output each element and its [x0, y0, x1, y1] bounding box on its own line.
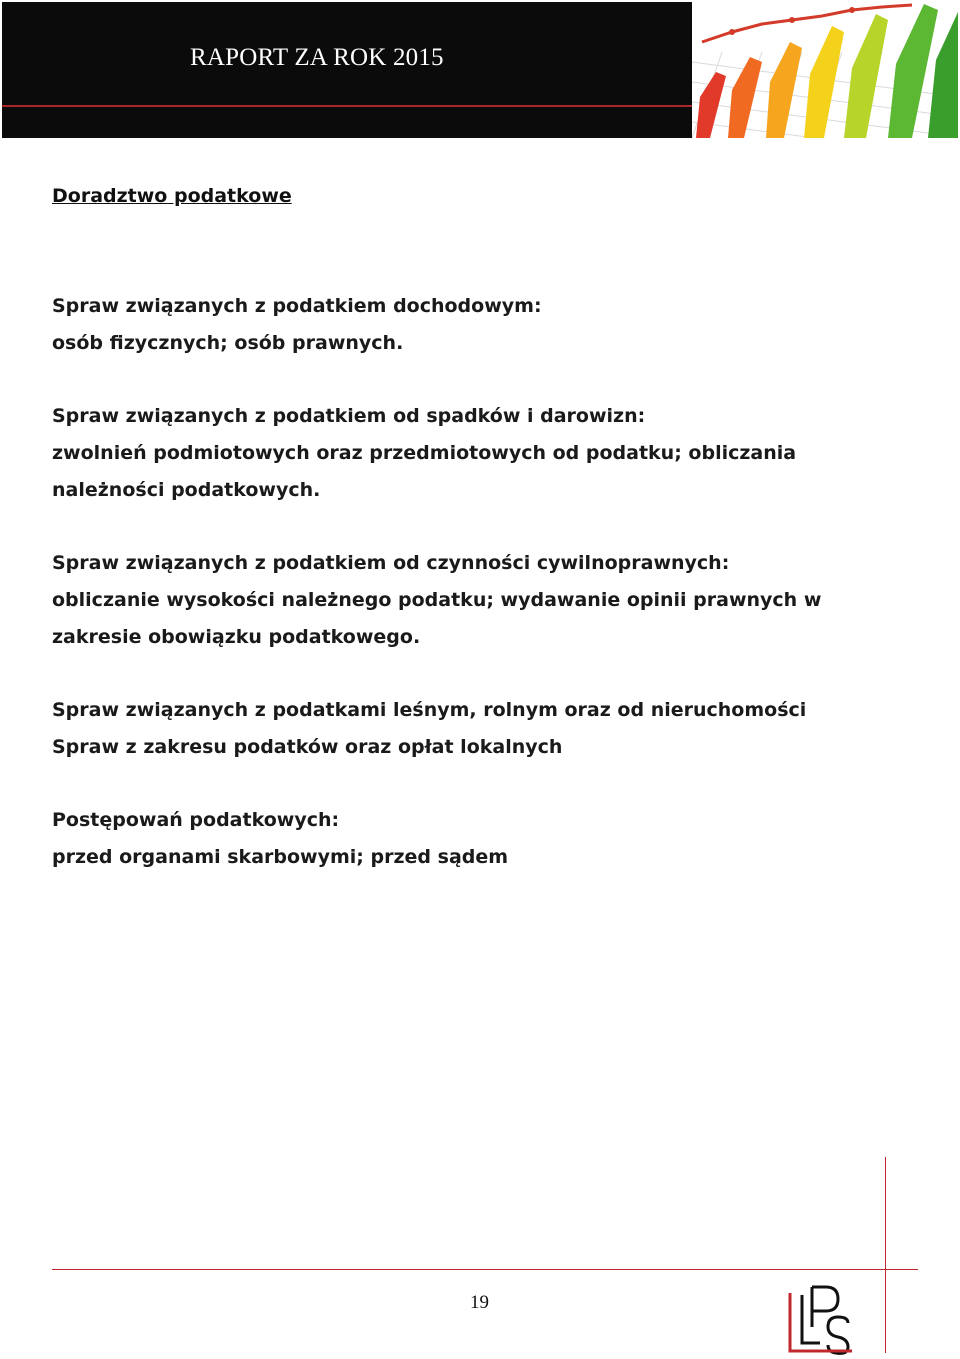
- paragraph-line: Spraw związanych z podatkiem dochodowym:: [52, 295, 542, 317]
- paragraph-line: Spraw z zakresu podatków oraz opłat lokalnych: [52, 736, 563, 758]
- paragraph-line: Spraw związanych z podatkiem od czynności cywilnoprawnych:: [52, 552, 730, 574]
- paragraph-line: zakresie obowiązku podatkowego.: [52, 626, 421, 648]
- paragraph-line: zwolnień podmiotowych oraz przedmiotowych od podatku; obliczania: [52, 442, 797, 464]
- footer-vertical-divider: [885, 1157, 886, 1353]
- paragraph-tax-proceedings: [52, 802, 912, 876]
- paragraph-line: Postępowań podatkowych:: [52, 809, 340, 831]
- chart-graphic-icon: [692, 2, 958, 138]
- paragraph-line: Spraw związanych z podatkami leśnym, rolnym oraz od nieruchomości: [52, 699, 807, 721]
- paragraph-local-taxes: [52, 692, 912, 766]
- paragraph-line: osób fizycznych; osób prawnych.: [52, 332, 404, 354]
- section-title: Doradztwo podatkowe: [52, 185, 292, 207]
- footer-divider: [52, 1269, 918, 1270]
- paragraph-line: należności podatkowych.: [52, 479, 321, 501]
- paragraph-civil-law-tax: [52, 545, 912, 656]
- report-title: RAPORT ZA ROK 2015: [190, 44, 444, 71]
- report-header: [2, 2, 958, 138]
- paragraph-income-tax: [52, 288, 912, 362]
- paragraph-line: obliczanie wysokości należnego podatku; wydawanie opinii prawnych w: [52, 589, 822, 611]
- paragraph-line: Spraw związanych z podatkiem od spadków i darowizn:: [52, 405, 646, 427]
- header-divider: [2, 105, 692, 107]
- paragraph-line: przed organami skarbowymi; przed sądem: [52, 846, 509, 868]
- paragraph-inheritance-tax: [52, 398, 912, 509]
- lps-logo-icon: [786, 1283, 858, 1355]
- page-number: 19: [470, 1292, 489, 1313]
